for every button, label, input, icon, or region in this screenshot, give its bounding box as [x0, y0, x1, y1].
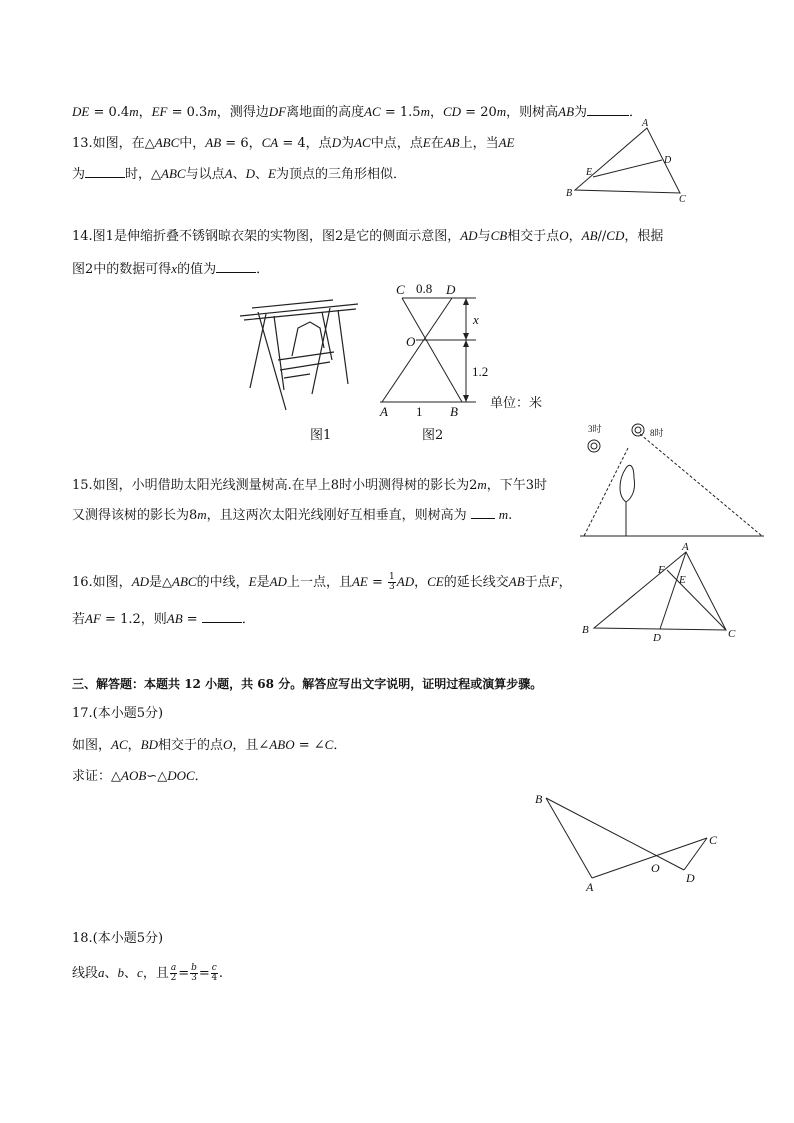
label-A: A	[642, 118, 649, 129]
segment-cd	[684, 838, 707, 870]
label-D: D	[664, 155, 672, 166]
q17-figure	[530, 788, 730, 898]
label-ab-length: 1	[416, 404, 423, 419]
label-C: C	[396, 282, 405, 297]
section-heading: 三、解答题：本题共 12 小题，共 68 分。解答应写出文字说明，证明过程或演算步骤。	[72, 677, 543, 691]
fraction-b-over-3: $\frac{b}{3}$	[191, 963, 197, 983]
q14-figure1-rack	[238, 298, 362, 418]
segment-cf	[667, 570, 726, 630]
label-height: 1.2	[472, 364, 489, 379]
q14-line1: 14.图1是伸缩折叠不锈钢晾衣架的实物图，图2是它的侧面示意图，AD与CB相交于点O，AB//CD，根据	[72, 228, 664, 244]
answer-blank[interactable]	[587, 103, 629, 116]
label-F: F	[658, 564, 665, 576]
label-B: B	[450, 404, 458, 419]
q15-line1: 15.如图，小明借助太阳光线测量树高.在早上8时小明测得树的影长为2m，下午3时	[72, 477, 548, 493]
fraction-a-over-2: $\frac{a}{2}$	[170, 963, 177, 983]
label-E: E	[679, 574, 686, 586]
q15-line2: 又测得该树的影长为8m，且这两次太阳光线刚好互相垂直，则树高为 m.	[72, 507, 513, 523]
fraction-one-third: $\frac{1}{3}$	[389, 572, 395, 592]
q16-line2: 若AF = 1.2，则AB = ．	[72, 611, 255, 627]
label-cd-length: 0.8	[416, 281, 433, 296]
label-D: D	[653, 632, 661, 644]
label-A: A	[682, 541, 689, 553]
label-D: D	[446, 282, 456, 297]
sun-ray-3pm	[584, 448, 628, 536]
sun-ray-8am	[640, 434, 762, 536]
sun-3pm-icon	[588, 440, 600, 452]
q13-line2: 为 时，△ABC与以点A、D、E为顶点的三角形相似．	[72, 166, 406, 182]
label-E: E	[586, 167, 593, 178]
label-C: C	[709, 833, 718, 847]
label-A: A	[380, 404, 388, 419]
label-x: x	[473, 312, 479, 327]
label-O: O	[406, 334, 416, 349]
label-C: C	[728, 628, 736, 640]
q18-title: 18.(本小题5分)	[72, 931, 164, 946]
tree-icon	[620, 465, 635, 536]
sun-8am-icon	[632, 424, 644, 436]
q14-line2: 图2中的数据可得x的值为 ．	[72, 261, 270, 277]
segment-ed	[593, 160, 662, 177]
label-B: B	[535, 792, 543, 806]
fraction-c-over-4: $\frac{c}{4}$	[211, 963, 218, 983]
segment-ad	[382, 298, 452, 402]
q12-line: DE = 0.4m，EF = 0.3m，测得边DF离地面的高度AC = 1.5m，CD = 20m，则树高AB为 ．	[72, 104, 643, 120]
label-C: C	[679, 194, 686, 205]
answer-blank[interactable]	[216, 260, 256, 273]
sun-3pm-label: 3时	[588, 424, 602, 434]
q13-figure	[560, 118, 690, 204]
answer-blank[interactable]	[202, 610, 242, 623]
q15-figure	[578, 418, 768, 542]
q16-line1: 16.如图，AD是△ABC的中线，E是AD上一点，且AE = $\frac{1}{3}$ AD，CE的延长线交AB于点F，	[72, 572, 572, 592]
q17-line1: 如图，AC，BD相交于的点O，且∠ABO = ∠C．	[72, 737, 347, 753]
sun-8am-label: 8时	[650, 428, 664, 438]
segment-cb	[402, 298, 462, 402]
fig1-caption: 图1	[310, 428, 332, 443]
q17-line2: 求证：△AOB∽△DOC．	[72, 768, 208, 784]
label-O: O	[651, 861, 660, 875]
fig2-caption: 图2	[422, 428, 444, 443]
q13-line1: 13.如图，在△ABC中，AB = 6，CA = 4，点D为AC中点，点E在AB上，当AE	[72, 135, 515, 151]
q16-figure	[578, 540, 748, 646]
label-B: B	[566, 188, 573, 199]
q18-line1: 线段a、b、c，且 $\frac{a}{2}$ = $\frac{b}{3}$ = $\frac{c}{4}$ .	[72, 963, 223, 983]
label-D: D	[686, 871, 695, 885]
answer-blank[interactable]	[471, 506, 495, 519]
label-A: A	[586, 880, 594, 894]
answer-blank[interactable]	[85, 165, 125, 178]
q17-title: 17.(本小题5分)	[72, 706, 164, 721]
label-B: B	[582, 624, 589, 636]
unit-label: 单位：米	[490, 396, 543, 411]
